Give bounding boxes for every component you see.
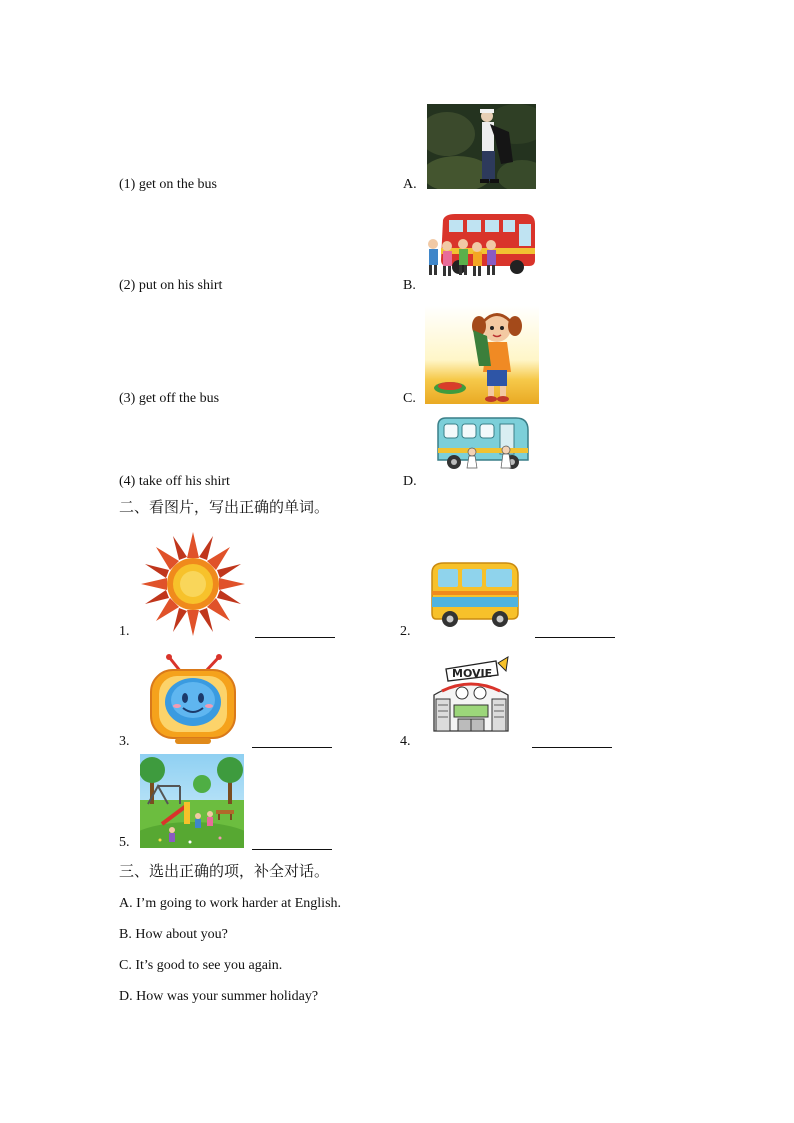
match-item-4: (4) take off his shirt <box>119 474 230 489</box>
answer-blank-4[interactable] <box>532 747 612 748</box>
option-letter-c: C. <box>403 391 416 406</box>
people-leaving-bus-image <box>434 414 532 476</box>
tv-image <box>145 654 241 746</box>
man-walking-photo <box>427 104 536 189</box>
dialogue-option-b: B. How about you? <box>119 927 228 942</box>
option-letter-b: B. <box>403 278 416 293</box>
answer-blank-5[interactable] <box>252 849 332 850</box>
park-image <box>140 754 244 848</box>
girl-with-shirt-image <box>425 306 539 404</box>
dialogue-option-d: D. How was your summer holiday? <box>119 989 319 1004</box>
picture-number-3: 3. <box>119 734 130 749</box>
picture-number-1: 1. <box>119 624 130 639</box>
answer-blank-3[interactable] <box>252 747 332 748</box>
picture-number-5: 5. <box>119 835 130 850</box>
dialogue-option-c: C. It’s good to see you again. <box>119 958 283 973</box>
bus-image <box>420 557 526 635</box>
section2-heading: 二、看图片，写出正确的单词。 <box>119 498 330 516</box>
match-item-2: (2) put on his shirt <box>119 278 223 293</box>
answer-blank-1[interactable] <box>255 637 335 638</box>
picture-number-2: 2. <box>400 624 411 639</box>
option-letter-a: A. <box>403 177 417 192</box>
picture-number-4: 4. <box>400 734 411 749</box>
dialogue-option-a: A. I’m going to work harder at English. <box>119 896 342 911</box>
cinema-image <box>428 655 514 737</box>
people-boarding-bus-image <box>425 210 537 282</box>
sun-image <box>138 530 248 638</box>
section3-heading: 三、选出正确的项，补全对话。 <box>119 862 330 880</box>
match-item-3: (3) get off the bus <box>119 391 220 406</box>
answer-blank-2[interactable] <box>535 637 615 638</box>
match-item-1: (1) get on the bus <box>119 177 217 192</box>
option-letter-d: D. <box>403 474 417 489</box>
svg-text:MOVIE: MOVIE <box>452 667 493 680</box>
